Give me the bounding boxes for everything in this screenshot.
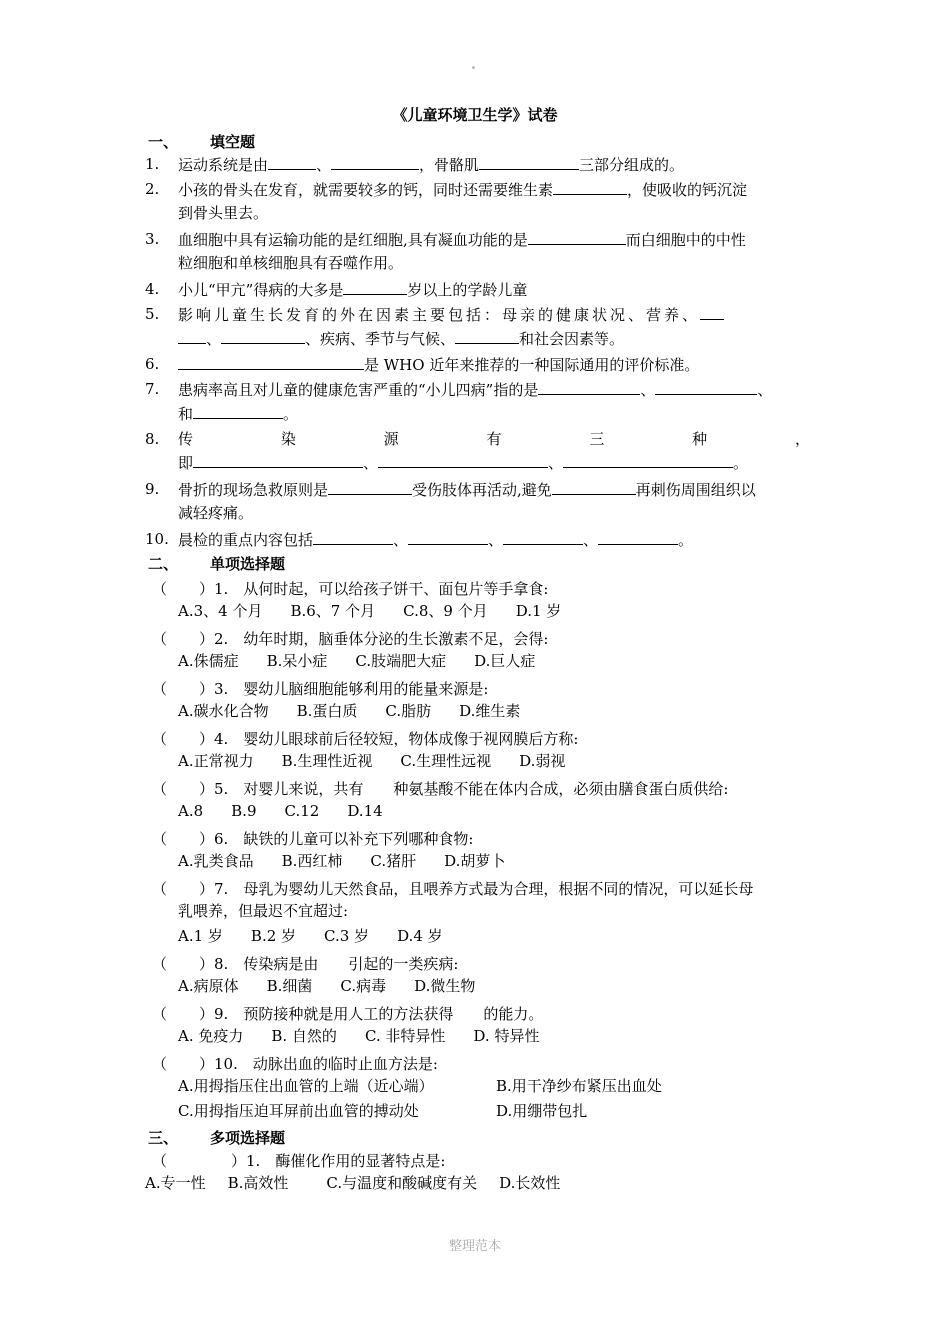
section-single-heading [148, 553, 285, 574]
fill-question-10: 10. 晨检的重点内容包括 、 、 、 。 [145, 530, 694, 549]
single-question-2: （ ）2. 幼年时期，脑垂体分泌的生长激素不足，会得: [152, 630, 549, 648]
section-number: 二、 [148, 555, 179, 573]
answer-blank[interactable] [655, 378, 757, 395]
single-question-10: （ ）10. 动脉出血的临时止血方法是: [152, 1055, 438, 1073]
answer-blank[interactable] [528, 228, 626, 245]
single-question-7-options [178, 925, 843, 948]
section-number: 三、 [148, 1129, 179, 1147]
section-multi-heading [148, 1127, 285, 1148]
option-c[interactable]: C.与温度和酸碱度有关 [326, 1174, 478, 1192]
single-question-3-options [178, 700, 843, 723]
single-question-9: （ ）9. 预防接种就是用人工的方法获得 的能力。 [152, 1005, 544, 1023]
fill-question-5: 5. 影响儿童生长发育的外在因素主要包括：母亲的健康状况、营养、 、 、疾病、季节与气候、 和社会因素等。 [145, 303, 810, 351]
single-question-3: （ ）3. 婴幼儿脑细胞能够利用的能量来源是: [152, 680, 489, 698]
single-question-7: （ ）7. 母乳为婴幼儿天然食品，且喂养方式最为合理，根据不同的情况，可以延长母 [152, 880, 754, 898]
single-question-5: （ ）5. 对婴儿来说，共有 种氨基酸不能在体内合成，必须由膳食蛋白质供给: [152, 780, 729, 798]
answer-blank[interactable] [538, 378, 640, 395]
option-a[interactable]: A.病原体 [178, 977, 239, 995]
option-d[interactable]: D. 特异性 [473, 1027, 540, 1045]
answer-blank[interactable] [563, 451, 733, 468]
option-b[interactable]: B.西红柿 [281, 852, 343, 870]
option-c[interactable]: C.用拇指压迫耳屏前出血管的搏动处 [178, 1102, 419, 1120]
option-b[interactable]: B.高效性 [227, 1174, 289, 1192]
option-c[interactable]: C.猪肝 [370, 852, 417, 870]
option-b[interactable]: B.蛋白质 [296, 702, 358, 720]
option-a[interactable]: A.正常视力 [178, 752, 254, 770]
option-a[interactable]: A.侏儒症 [178, 652, 239, 670]
answer-blank[interactable] [331, 153, 419, 170]
single-question-2-options [178, 650, 843, 673]
option-c[interactable]: C.肢端肥大症 [355, 652, 447, 670]
answer-blank[interactable] [700, 303, 724, 320]
single-question-4: （ ）4. 婴幼儿眼球前后径较短，物体成像于视网膜后方称: [152, 730, 579, 748]
option-c[interactable]: C. 非特异性 [364, 1027, 446, 1045]
single-question-1-options [178, 600, 843, 623]
answer-blank[interactable] [552, 478, 636, 495]
multi-question-1-options [145, 1172, 810, 1195]
option-b[interactable]: B.2 岁 [250, 927, 297, 945]
answer-blank[interactable] [268, 153, 316, 170]
option-b[interactable]: B.生理性近视 [281, 752, 373, 770]
section-label: 单项选择题 [210, 555, 286, 573]
section-label: 多项选择题 [210, 1129, 286, 1147]
option-b[interactable]: B.用干净纱布紧压出血处 [496, 1077, 662, 1095]
option-d[interactable]: D.维生素 [459, 702, 521, 720]
single-question-6: （ ）6. 缺铁的儿童可以补充下列哪种食物: [152, 830, 474, 848]
single-question-8-options [178, 975, 843, 998]
header-dot [472, 66, 475, 69]
page-title: 《儿童环境卫生学》试卷 [392, 106, 558, 124]
answer-blank[interactable] [193, 451, 363, 468]
option-a[interactable]: A.专一性 [145, 1174, 206, 1192]
answer-blank[interactable] [479, 153, 579, 170]
fill-question-9: 9. 骨折的现场急救原则是 受伤肢体再活动,避免 再刺伤周围组织以 减轻疼痛。 [145, 480, 756, 522]
answer-blank[interactable] [328, 478, 412, 495]
single-question-6-options [178, 850, 843, 873]
answer-blank[interactable] [553, 178, 627, 195]
answer-blank[interactable] [178, 353, 364, 370]
fill-question-3: 3. 血细胞中具有运输功能的是红细胞,具有凝血功能的是 而白细胞中的中性 粒细胞和单核细胞具有吞噬作用。 [145, 230, 746, 272]
fill-question-8: 8. 传 染 源 有 三 种 ， 即 、 、 。 [145, 430, 810, 472]
single-question-9-options [178, 1025, 843, 1048]
answer-blank[interactable] [598, 528, 678, 545]
answer-blank[interactable] [221, 327, 305, 344]
single-question-7-stem-cont: 乳喂养，但最迟不宜超过: [178, 902, 349, 920]
option-a[interactable]: A.乳类食品 [178, 852, 254, 870]
answer-blank[interactable] [503, 528, 583, 545]
answer-blank[interactable] [313, 528, 393, 545]
option-c[interactable]: C.8、9 个月 [403, 602, 488, 620]
option-c[interactable]: C.生理性远视 [400, 752, 492, 770]
option-a[interactable]: A.3、4 个月 [178, 602, 263, 620]
single-question-4-options [178, 750, 843, 773]
answer-blank[interactable] [408, 528, 488, 545]
option-b[interactable]: B.9 [231, 802, 257, 820]
option-a[interactable]: A.用拇指压住出血管的上端（近心端） [178, 1077, 434, 1095]
option-a[interactable]: A.碳水化合物 [178, 702, 269, 720]
option-d[interactable]: D.微生物 [414, 977, 476, 995]
footer-watermark: 整理范本 [448, 1239, 501, 1254]
option-a[interactable]: A.1 岁 [178, 927, 223, 945]
option-c[interactable]: C.12 [284, 802, 320, 820]
option-a[interactable]: A.8 [178, 802, 204, 820]
option-d[interactable]: D.1 岁 [515, 602, 562, 620]
option-d[interactable]: D.14 [347, 802, 383, 820]
option-d[interactable]: D.胡萝卜 [444, 852, 506, 870]
answer-blank[interactable] [378, 451, 548, 468]
single-question-10-options-row [178, 1075, 843, 1098]
option-d[interactable]: D.巨人症 [474, 652, 536, 670]
option-b[interactable]: B.6、7 个月 [290, 602, 376, 620]
option-c[interactable]: C.3 岁 [324, 927, 370, 945]
answer-blank[interactable] [178, 327, 206, 344]
option-c[interactable]: C.脂肪 [385, 702, 432, 720]
option-b[interactable]: B.细菌 [266, 977, 313, 995]
section-fill-heading [148, 131, 255, 152]
option-d[interactable]: D.弱视 [519, 752, 566, 770]
answer-blank[interactable] [193, 402, 283, 419]
fill-question-1: 1. 运动系统是由 、 ，骨骼肌 三部分组成的。 [145, 155, 685, 174]
answer-blank[interactable] [343, 278, 407, 295]
option-b[interactable]: B. 自然的 [271, 1027, 337, 1045]
option-b[interactable]: B.呆小症 [266, 652, 328, 670]
fill-question-7: 7. 患病率高且对儿童的健康危害严重的“小儿四病”指的是 、 、 和 。 [145, 380, 773, 423]
single-question-8: （ ）8. 传染病是由 引起的一类疾病: [152, 955, 459, 973]
multi-question-1: （ ）1. 酶催化作用的显著特点是: [152, 1152, 446, 1170]
single-question-10-options-row [178, 1100, 843, 1123]
fill-question-4: 4. 小儿“甲亢”得病的大多是 岁以上的学龄儿童 [145, 280, 528, 299]
option-d[interactable]: D.4 岁 [397, 927, 443, 945]
option-d[interactable]: D.长效性 [499, 1174, 561, 1192]
option-d[interactable]: D.用绷带包扎 [496, 1102, 588, 1120]
single-question-5-options [178, 800, 843, 823]
answer-blank[interactable] [455, 327, 519, 344]
section-number: 一、 [148, 133, 179, 151]
fill-question-2: 2. 小孩的骨头在发育，就需要较多的钙，同时还需要维生素 ，使吸收的钙沉淀 到骨头里去。 [145, 180, 748, 222]
section-label: 填空题 [210, 133, 256, 151]
option-a[interactable]: A. 免疫力 [178, 1027, 244, 1045]
single-question-1: （ ）1. 从何时起，可以给孩子饼干、面包片等手拿食: [152, 580, 549, 598]
fill-question-6: 6. 是 WHO 近年来推荐的一种国际通用的评价标准。 [145, 355, 700, 374]
option-c[interactable]: C.病毒 [340, 977, 387, 995]
